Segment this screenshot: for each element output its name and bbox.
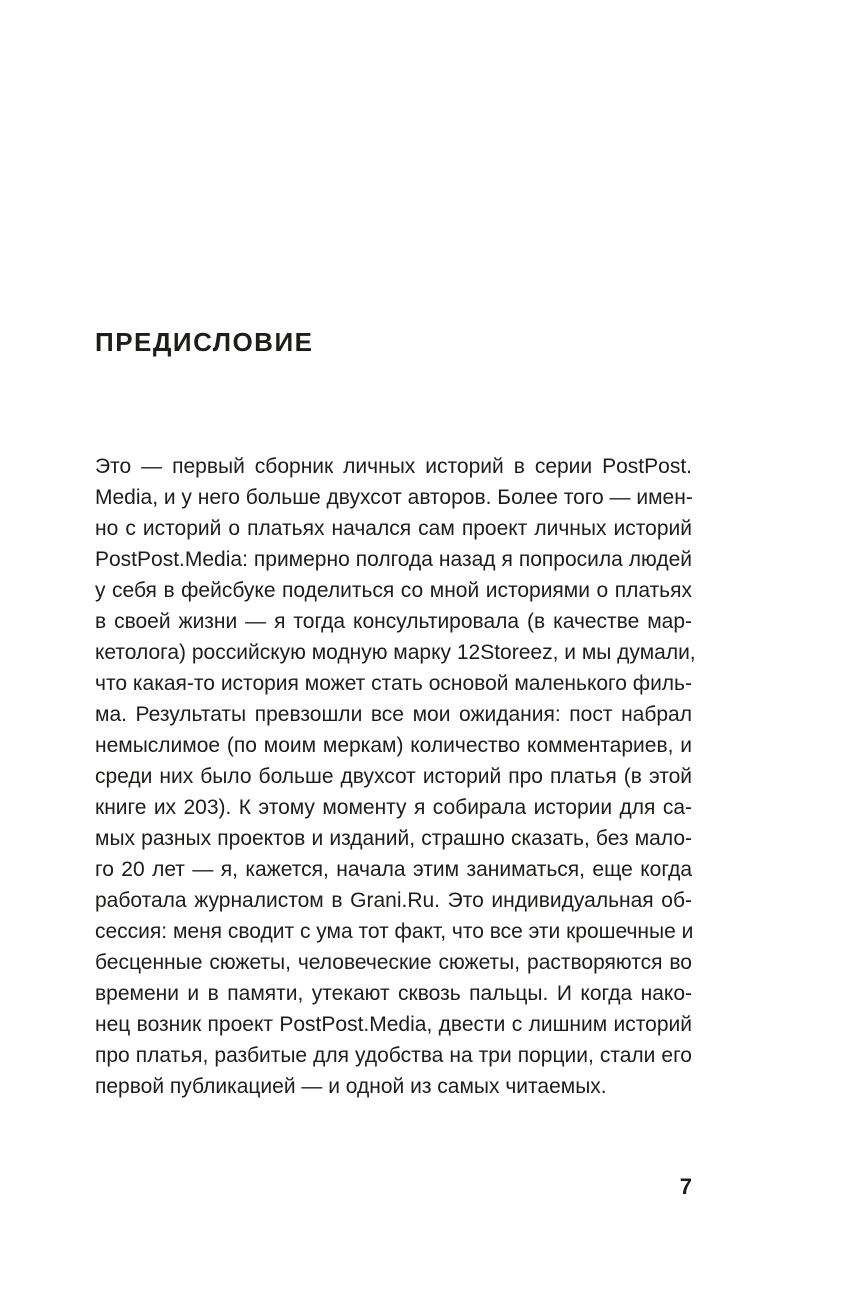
text-line: нец возник проект PostPost.Media, двести с лишним историй <box>95 1013 692 1036</box>
text-line: бесценные сюжеты, человеческие сюжеты, растворяются во <box>95 951 692 974</box>
text-line: Это — первый сборник личных историй в серии PostPost. <box>95 455 692 478</box>
text-line: книге их 203). К этому моменту я собирала истории для са- <box>95 796 692 819</box>
preface-paragraph <box>95 451 696 1102</box>
text-line: что какая-то история может стать основой маленького филь- <box>95 672 692 695</box>
text-line: среди них было больше двухсот историй про платья (в этой <box>95 765 692 788</box>
text-line: мых разных проектов и изданий, страшно сказать, без мало- <box>95 827 692 850</box>
text-line-last: первой публикацией — и одной из самых читаемых. <box>95 1075 607 1098</box>
text-line: про платья, разбитые для удобства на три порции, стали его <box>95 1044 692 1067</box>
page-number: 7 <box>679 1174 692 1199</box>
text-line: немыслимое (по моим меркам) количество комментариев, и <box>95 734 692 757</box>
text-line: сессия: меня сводит с ума тот факт, что все эти крошечные и <box>95 920 694 943</box>
text-line: у себя в фейсбуке поделиться со мной историями о платьях <box>95 579 692 602</box>
text-line: в своей жизни — я тогда консультировала (в качестве мар- <box>95 610 692 633</box>
text-line: PostPost.Media: примерно полгода назад я попросила людей <box>95 548 692 571</box>
text-line: но с историй о платьях начался сам проект личных историй <box>95 517 692 540</box>
text-line: работала журналистом в Grani.Ru. Это индивидуальная об- <box>95 889 692 912</box>
text-line: го 20 лет — я, кажется, начала этим заниматься, еще когда <box>95 858 692 881</box>
text-line: ма. Результаты превзошли все мои ожидания: пост набрал <box>95 703 692 726</box>
chapter-title: ПРЕДИСЛОВИЕ <box>95 327 314 357</box>
text-line: кетолога) российскую модную марку 12Storeez, и мы думали, <box>95 641 696 664</box>
text-line: Media, и у него больше двухсот авторов. Более того — имен- <box>95 486 693 509</box>
text-line: времени и в памяти, утекают сквозь пальцы. И когда нако- <box>95 982 692 1005</box>
